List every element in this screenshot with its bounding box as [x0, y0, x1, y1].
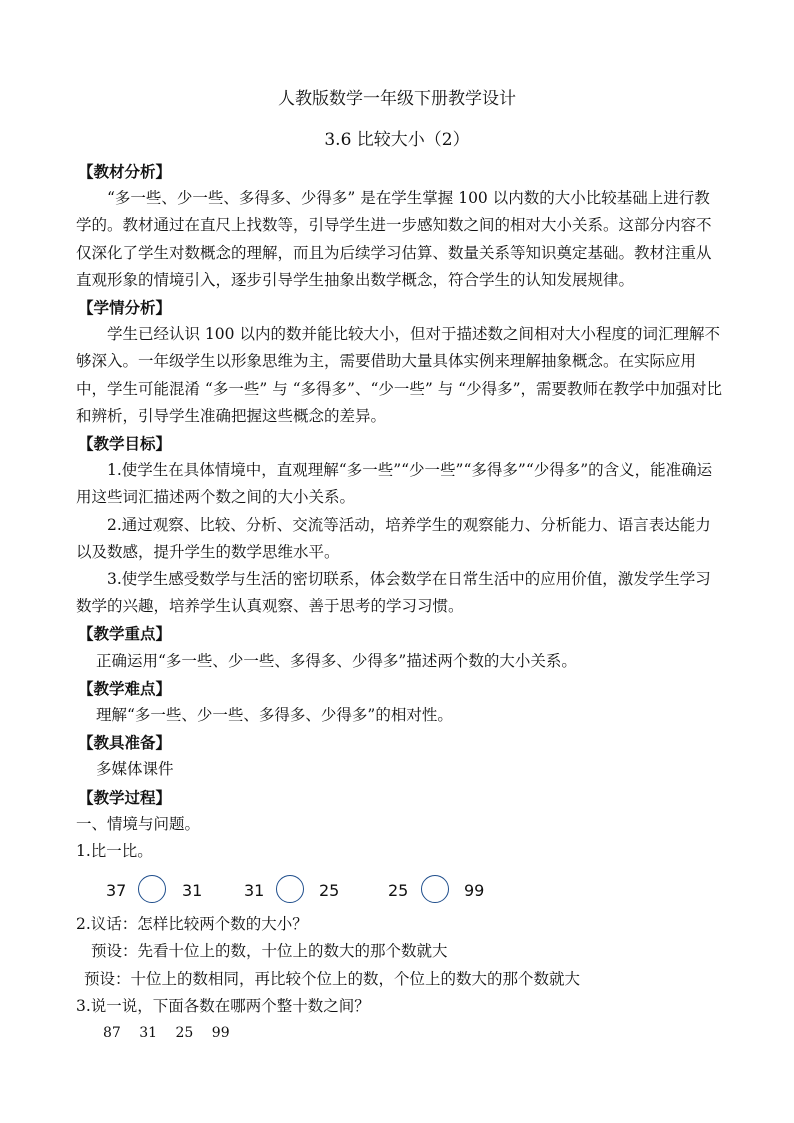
compare-right-number: 25: [319, 881, 340, 901]
goal-item-3: 3.使学生感受数学与生活的密切联系，体会数学在日常生活中的应用价值，激发学生学习数学的兴趣，培养学生认真观察、善于思考的学习习惯。: [76, 570, 711, 616]
section-heading-students: 【学情分析】: [78, 298, 172, 318]
compare-left-number: 31: [244, 881, 265, 901]
document-body: [76, 158, 724, 1047]
compare-blank-circle[interactable]: [138, 875, 166, 903]
document-title: 人教版数学一年级下册教学设计: [278, 89, 516, 109]
preset-answer-2: 预设：十位上的数相同，再比较个位上的数，个位上的数大的那个数就大: [84, 969, 581, 988]
compare-left-number: 37: [106, 881, 127, 901]
goal-item-2: 2.通过观察、比较、分析、交流等活动，培养学生的观察能力、分析能力、语言表达能力以及数感，提升学生的数学思维水平。: [76, 515, 711, 561]
key-point-text: 正确运用“多一些、少一些、多得多、少得多”描述两个数的大小关系。: [96, 651, 577, 670]
question-1: 1.比一比。: [76, 842, 153, 861]
compare-blank-circle[interactable]: [421, 875, 449, 903]
compare-row: [76, 865, 724, 911]
compare-right-number: 99: [464, 881, 485, 901]
compare-left-number: 25: [388, 881, 409, 901]
section-heading-analysis: 【教材分析】: [78, 162, 172, 181]
section-heading-process: 【教学过程】: [78, 787, 172, 807]
goal-item-1: 1.使学生在具体情境中，直观理解“多一些”“少一些”“多得多”“少得多”的含义，能准确运用这些词汇描述两个数之间的大小关系。: [76, 461, 713, 507]
number-list: 87 31 25 99: [103, 1025, 230, 1042]
analysis-paragraph: “多一些、少一些、多得多、少得多” 是在学生掌握 100 以内数的大小比较基础上进行教学的。教材通过在直尺上找数等，引导学生进一步感知数之间的相对大小关系。这部分内容不仅深化了学生对数概念的理解，而且为后续学习估算、数量关系等知识奠定基础。教材注重从直观形象的情境引入，逐步引导学生抽象出数学概念，符合学生的认知发展规律。: [76, 189, 712, 289]
lesson-subtitle: 3.6 比较大小（2）: [324, 130, 470, 150]
difficulty-text: 理解“多一些、少一些、多得多、少得多”的相对性。: [96, 706, 453, 725]
compare-right-number: 31: [182, 881, 203, 901]
process-part-1: 一、情境与问题。: [76, 814, 201, 833]
question-3: 3.说一说，下面各数在哪两个整十数之间？: [76, 996, 370, 1015]
tools-text: 多媒体课件: [96, 760, 174, 779]
section-heading-goals: 【教学目标】: [78, 434, 172, 454]
students-paragraph: 学生已经认识 100 以内的数并能比较大小，但对于描述数之间相对大小程度的词汇理解不够深入。一年级学生以形象思维为主，需要借助大量具体实例来理解抽象概念。在实际应用中，学生可能混淆 “多一些” 与 “多得多”、“少一些” 与 “少得多”，需要教师在教学中加强对比和辨析，引导学生准确把握这些概念的差异。: [76, 325, 723, 425]
section-heading-difficulty: 【教学难点】: [78, 678, 172, 698]
question-2: 2.议话：怎样比较两个数的大小？: [76, 915, 308, 934]
section-heading-tools: 【教具准备】: [78, 733, 172, 753]
section-heading-key: 【教学重点】: [78, 624, 172, 644]
preset-answer-1: 预设：先看十位上的数，十位上的数大的那个数就大: [91, 942, 448, 961]
compare-blank-circle[interactable]: [276, 875, 304, 903]
